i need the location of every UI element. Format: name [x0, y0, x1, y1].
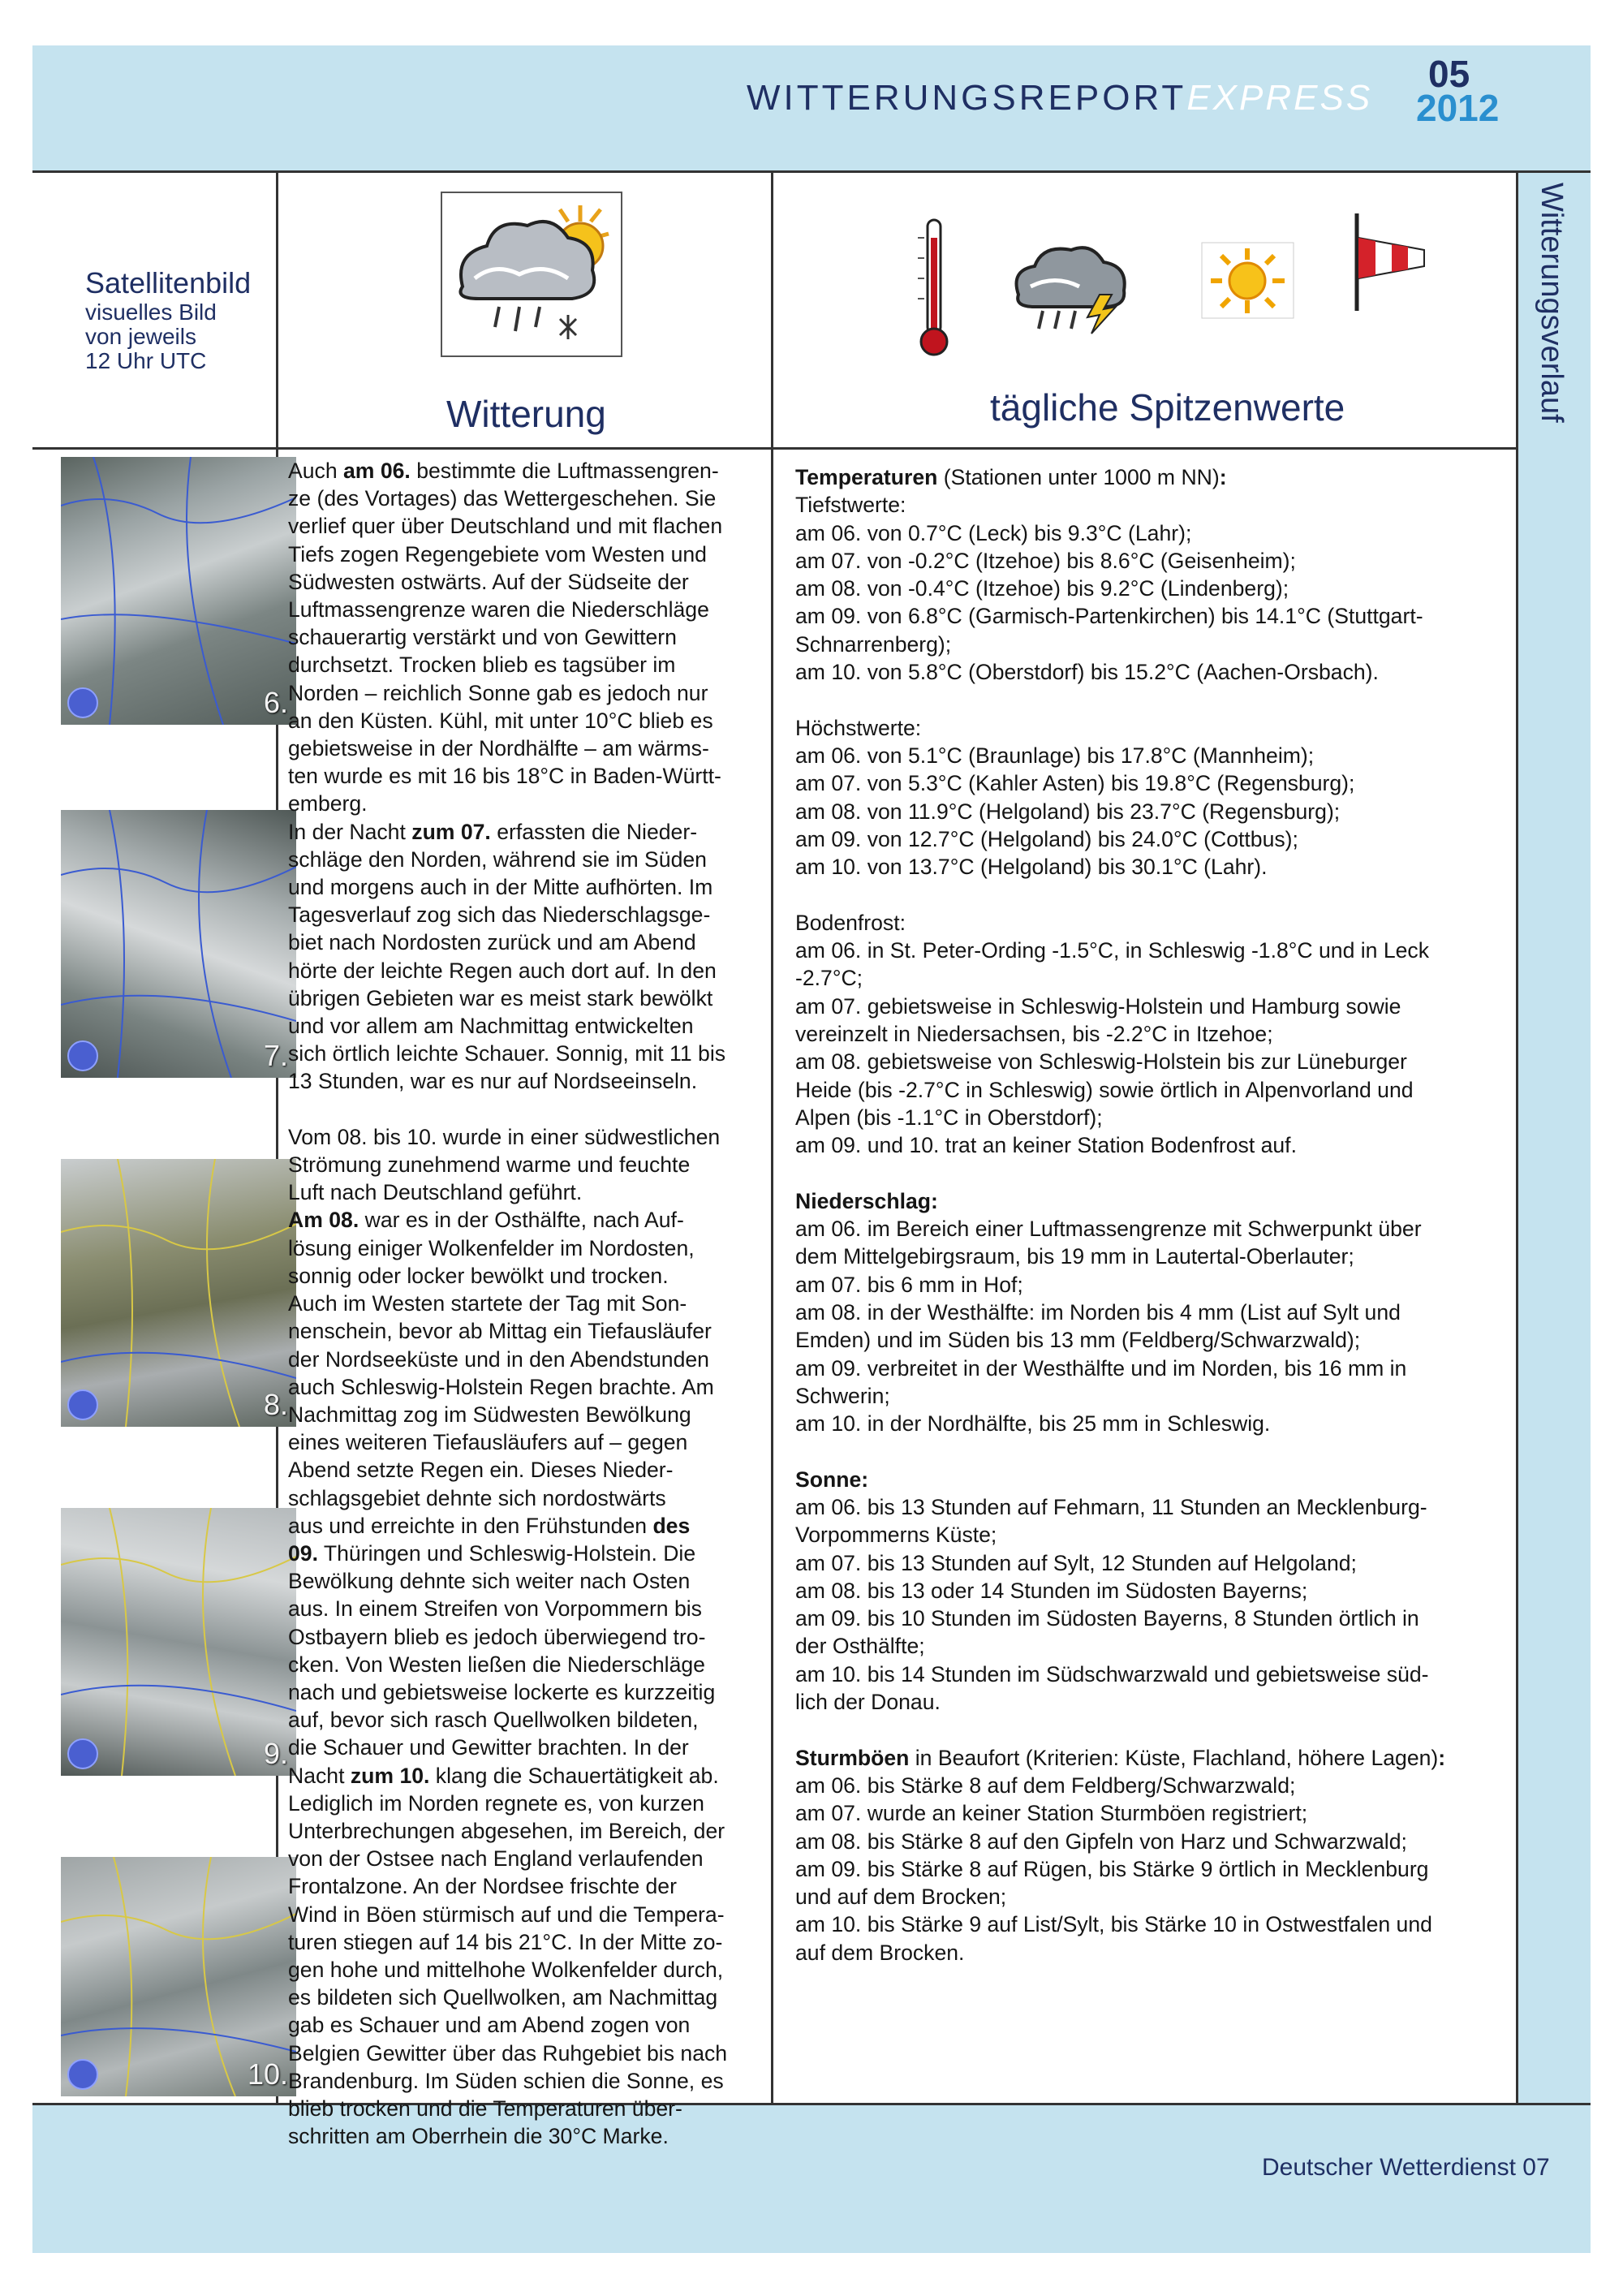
- peak-value-line: [795, 1243, 1493, 1270]
- footer: [1262, 2154, 1550, 2182]
- bold-text: :: [1219, 465, 1227, 489]
- bold-text: am 06.: [343, 459, 411, 483]
- bold-text: Sonne:: [795, 1467, 869, 1492]
- text-run: am 08. von -0.4°C (Itzehoe) bis 9.2°C (Lindenberg);: [795, 576, 1289, 601]
- bold-text: Sturmböen: [795, 1745, 910, 1770]
- text-run: am 10. in der Nordhälfte, bis 25 mm in Schleswig.: [795, 1411, 1271, 1437]
- peak-value-line: [795, 1076, 1493, 1104]
- side-strip: [1516, 173, 1591, 2103]
- satellite-logo-icon: [67, 1738, 98, 1769]
- cloud-sun-rain-icon: [438, 189, 625, 364]
- satellite-subtitle-3: 12 Uhr UTC: [85, 348, 207, 373]
- peak-value-line: [795, 964, 1493, 992]
- side-label: Witterungsverlauf: [1535, 183, 1569, 423]
- peak-value-line: [795, 1187, 1493, 1215]
- text-run: am 08. bis Stärke 8 auf den Gipfeln von Harz und Schwarzwald;: [795, 1829, 1407, 1854]
- text-run: am 07. von -0.2°C (Itzehoe) bis 8.6°C (Geisenheim);: [795, 548, 1296, 573]
- text-run: am 10. von 5.8°C (Oberstdorf) bis 15.2°C (Aachen-Orsbach).: [795, 660, 1379, 685]
- text-run: war es in der Osthälfte, nach Auf- lösung einiger Wolkenfelder im Nordosten, sonnig oder locker bewölkt und trocken. Auch im Westen startete der Tag mit Son- nenschein, bevor ab Mittag ein Tiefausläufer der Nordseeküste und in den Abendstunden auch Schleswig-Holstein Regen brachte. Am Nachmittag zog im Südwesten Bewölkung eines weiteren Tiefausläufers auf – gegen Abend setzte Regen ein. Dieses Nieder- schlagsgebiet dehnte sich nordostwärts aus und erreichte in den Frühstunden: [288, 1208, 714, 1538]
- peak-value-line: [795, 1493, 1493, 1521]
- peak-value-line: [795, 1910, 1493, 1938]
- satellite-day-label: 6.: [263, 686, 288, 719]
- text-run: am 06. von 0.7°C (Leck) bis 9.3°C (Lahr);: [795, 520, 1192, 545]
- windsock-icon: [1347, 209, 1436, 319]
- col-divider-3: [1516, 173, 1518, 2103]
- issue-year: 2012: [1416, 87, 1500, 129]
- text-run: am 06. von 5.1°C (Braunlage) bis 17.8°C (Mannheim);: [795, 743, 1315, 768]
- satellite-subtitle-1: visuelles Bild: [85, 299, 217, 325]
- line-gap: [795, 1159, 1493, 1187]
- bold-text: zum 07.: [411, 819, 491, 844]
- text-run: am 09. von 12.7°C (Helgoland) bis 24.0°C (Cottbus);: [795, 826, 1298, 851]
- text-run: am 07. bis 13 Stunden auf Sylt, 12 Stunden auf Helgoland;: [795, 1550, 1357, 1575]
- peak-value-line: [795, 1104, 1493, 1131]
- bold-text: Niederschlag:: [795, 1188, 938, 1213]
- satellite-column-header: [85, 266, 280, 373]
- peak-value-line: [795, 1521, 1493, 1549]
- satellite-day-label: 8.: [263, 1388, 288, 1421]
- line-gap: [795, 1437, 1493, 1465]
- peak-value-line: [795, 1549, 1493, 1577]
- line-gap: [795, 881, 1493, 908]
- peak-value-line: [795, 742, 1493, 769]
- peak-value-line: [795, 519, 1493, 547]
- peak-values-column-title: tägliche Spitzenwerte: [990, 386, 1345, 429]
- peak-value-line: [795, 1326, 1493, 1354]
- peak-value-line: [795, 575, 1493, 602]
- peak-value-line: [795, 1632, 1493, 1660]
- text-run: am 08. in der Westhälfte: im Norden bis 4 mm (List auf Sylt und: [795, 1299, 1401, 1325]
- peak-value-line: [795, 631, 1493, 658]
- satellite-image-day-10: [61, 1857, 296, 2096]
- text-run: -2.7°C;: [795, 966, 863, 991]
- satellite-logo-icon: [67, 1040, 98, 1071]
- line-gap: [795, 686, 1493, 713]
- text-run: am 06. bis 13 Stunden auf Fehmarn, 11 Stunden an Mecklenburg-: [795, 1494, 1427, 1519]
- peak-value-line: [795, 1828, 1493, 1855]
- peak-value-line: [795, 1410, 1493, 1437]
- text-run: lich der Donau.: [795, 1690, 941, 1715]
- weather-column-title: Witterung: [446, 393, 606, 435]
- text-run: am 10. bis Stärke 9 auf List/Sylt, bis Stärke 10 in Ostwestfalen und: [795, 1912, 1432, 1937]
- text-run: Vorpommerns Küste;: [795, 1523, 997, 1548]
- text-run: am 09. bis Stärke 8 auf Rügen, bis Stärke 9 örtlich in Mecklenburg: [795, 1856, 1429, 1881]
- text-run: am 07. wurde an keiner Station Sturmböen registriert;: [795, 1801, 1308, 1826]
- satellite-logo-icon: [67, 2059, 98, 2090]
- peak-value-line: [795, 1883, 1493, 1910]
- peak-value-line: [795, 993, 1493, 1020]
- peak-value-line: [795, 909, 1493, 937]
- satellite-subtitle-2: von jeweils: [85, 324, 196, 349]
- peak-value-line: [795, 769, 1493, 797]
- peak-value-line: [795, 714, 1493, 742]
- thunderstorm-icon: [1006, 238, 1136, 339]
- satellite-logo-icon: [67, 1389, 98, 1420]
- text-run: Bodenfrost:: [795, 910, 906, 935]
- peak-value-line: [795, 602, 1493, 630]
- issue-number: 05: [1428, 53, 1470, 95]
- text-run: dem Mittelgebirgsraum, bis 19 mm in Lautertal-Oberlauter;: [795, 1244, 1354, 1269]
- peak-value-line: [795, 798, 1493, 825]
- text-run: Thüringen und Schleswig-Holstein. Die Bewölkung dehnte sich weiter nach Osten aus. In einem Streifen von Vorpommern bis Ostbayern blieb es jedoch überwiegend tro- cken. Von Westen ließen die Niederschläge nach und gebietsweise lockerte es kurzzeitig auf, bevor sich rasch Quellwolken bildeten, die Schauer und Gewitter brachten. In der Nacht: [288, 1540, 716, 1788]
- text-run: am 10. bis 14 Stunden im Südschwarzwald und gebietsweise süd-: [795, 1661, 1429, 1686]
- text-run: am 10. von 13.7°C (Helgoland) bis 30.1°C (Lahr).: [795, 855, 1268, 880]
- text-run: der Osthälfte;: [795, 1634, 925, 1659]
- thermometer-icon: [913, 213, 954, 364]
- peak-value-line: [795, 1020, 1493, 1048]
- text-run: am 09. verbreitet in der Westhälfte und im Norden, bis 16 mm in: [795, 1355, 1407, 1381]
- text-run: Höchstwerte:: [795, 715, 922, 740]
- text-run: Schnarrenberg);: [795, 631, 952, 657]
- satellite-day-label: 9.: [263, 1737, 288, 1770]
- peak-value-line: [795, 1855, 1493, 1883]
- text-run: am 06. in St. Peter-Ording -1.5°C, in Schleswig -1.8°C und in Leck: [795, 938, 1430, 963]
- text-run: am 07. bis 6 mm in Hof;: [795, 1272, 1023, 1297]
- peak-value-line: [795, 1939, 1493, 1966]
- peak-value-line: [795, 658, 1493, 686]
- text-run: am 07. gebietsweise in Schleswig-Holstein und Hamburg sowie: [795, 993, 1401, 1019]
- text-run: am 08. von 11.9°C (Helgoland) bis 23.7°C (Regensburg);: [795, 799, 1341, 824]
- peak-value-line: [795, 547, 1493, 575]
- peak-values-list: [795, 463, 1493, 1966]
- text-run: Alpen (bis -1.1°C in Oberstdorf);: [795, 1105, 1103, 1130]
- text-run: in Beaufort (Kriterien: Küste, Flachland, höhere Lagen): [909, 1745, 1439, 1770]
- satellite-image-day-6: [61, 457, 296, 725]
- text-run: am 07. von 5.3°C (Kahler Asten) bis 19.8°C (Regensburg);: [795, 771, 1355, 796]
- weather-narrative: [288, 457, 771, 2150]
- text-run: Schwerin;: [795, 1383, 890, 1408]
- satellite-image-day-7: [61, 810, 296, 1078]
- report-title: [747, 78, 1372, 118]
- peak-value-line: [795, 1799, 1493, 1827]
- report-title-main: WITTERUNGSREPORT: [747, 78, 1187, 118]
- peak-value-line: [795, 853, 1493, 881]
- peak-value-line: [795, 825, 1493, 853]
- peak-value-line: [795, 1271, 1493, 1299]
- satellite-day-label: 10.: [247, 2057, 288, 2091]
- peak-value-line: [795, 1048, 1493, 1075]
- text-run: am 09. bis 10 Stunden im Südosten Bayerns, 8 Stunden örtlich in: [795, 1606, 1419, 1631]
- text-run: am 09. und 10. trat an keiner Station Bodenfrost auf.: [795, 1133, 1297, 1158]
- text-run: bestimmte die Luftmassengren- ze (des Vortages) das Wettergeschehen. Sie verlief quer über Deutschland und mit flachen Tiefs zogen Regengebiete vom Westen und Südwesten ostwärts. Auf der Südseite der Luftmassengrenze waren die Niederschläge schauerartig verstärkt und von Gewittern durchsetzt. Trocken blieb es tagsüber im Norden – reichlich Sonne gab es jedoch nur an den Küsten. Kühl, mit unter 10°C blieb es gebietsweise in der Nordhälfte – am wärms- ten wurde es mit 16 bis 18°C in Baden-Württ- emberg. In der Nacht: [288, 459, 723, 844]
- footer-publisher: Deutscher Wetterdienst: [1262, 2154, 1516, 2181]
- satellite-image-day-9: [61, 1508, 296, 1776]
- peak-value-line: [795, 1605, 1493, 1632]
- peak-value-line: [795, 1661, 1493, 1688]
- peak-value-line: [795, 1355, 1493, 1382]
- bold-text: :: [1438, 1745, 1446, 1770]
- satellite-title: Satellitenbild: [85, 266, 252, 299]
- text-run: am 06. bis Stärke 8 auf dem Feldberg/Schwarzwald;: [795, 1773, 1296, 1798]
- text-run: am 06. im Bereich einer Luftmassengrenze mit Schwerpunkt über: [795, 1217, 1422, 1242]
- bold-text: Am 08.: [288, 1208, 359, 1233]
- text-run: am 08. bis 13 oder 14 Stunden im Südosten Bayerns;: [795, 1578, 1308, 1603]
- peak-value-line: [795, 463, 1493, 491]
- text-run: am 09. von 6.8°C (Garmisch-Partenkirchen) bis 14.1°C (Stuttgart-: [795, 604, 1423, 629]
- peak-value-line: [795, 1688, 1493, 1716]
- sun-icon: [1201, 242, 1294, 323]
- text-run: am 08. gebietsweise von Schleswig-Holstein bis zur Lüneburger: [795, 1049, 1407, 1075]
- text-run: und auf dem Brocken;: [795, 1885, 1007, 1910]
- peak-value-line: [795, 1577, 1493, 1605]
- satellite-day-label: 7.: [263, 1039, 288, 1072]
- peak-value-line: [795, 1382, 1493, 1410]
- bold-text: zum 10.: [350, 1763, 430, 1788]
- peak-value-line: [795, 937, 1493, 964]
- line-gap: [795, 1716, 1493, 1743]
- report-title-express: EXPRESS: [1186, 78, 1373, 118]
- text-run: Tiefstwerte:: [795, 493, 906, 518]
- peak-value-line: [795, 1772, 1493, 1799]
- peak-value-line: [795, 1131, 1493, 1159]
- bold-text: Temperaturen: [795, 465, 938, 489]
- text-run: auf dem Brocken.: [795, 1940, 965, 1965]
- text-run: klang die Schauertätigkeit ab. Lediglich im Norden regnete es, von kurzen Unterbrechungen abgesehen, im Bereich, der von der Ostsee nach England verlaufenden Frontalzone. An der Nordsee frischte der Wind in Böen stürmisch auf und die Tempera- turen stiegen auf 14 bis 21°C. In der Mitte zo- gen hohe und mittelhohe Wolkenfelder durch, es bildeten sich Quellwolken, am Nachmittag gab es Schauer und am Abend zogen von Belgien Gewitter über das Ruhgebiet bis nach Brandenburg. Im Süden schien die Sonne, es blieb trocken und die Temperaturen über- schritten am Oberrhein die 30°C Marke.: [288, 1763, 728, 2149]
- peak-value-line: [795, 1215, 1493, 1243]
- text-run: Auch: [288, 459, 344, 483]
- text-run: Heide (bis -2.7°C in Schleswig) sowie örtlich in Alpenvorland und: [795, 1077, 1414, 1102]
- satellite-image-day-8: [61, 1159, 296, 1427]
- text-run: Emden) und im Süden bis 13 mm (Feldberg/Schwarzwald);: [795, 1328, 1361, 1353]
- footer-page-number: 07: [1522, 2154, 1550, 2181]
- main-table: [32, 170, 1591, 2149]
- peak-value-line: [795, 1299, 1493, 1326]
- text-run: (Stationen unter 1000 m NN): [937, 465, 1220, 489]
- peak-value-line: [795, 1744, 1493, 1772]
- text-run: vereinzelt in Niedersachsen, bis -2.2°C in Itzehoe;: [795, 1021, 1273, 1046]
- peak-value-line: [795, 491, 1493, 519]
- text-run: erfassten die Nieder- schläge den Norden, während sie im Süden und morgens auch in der Mitte aufhörten. Im Tagesverlauf zog sich das Niederschlagsge- biet nach Nordosten zurück und am Abend hörte der leichte Regen auch dort auf. In den übrigen Gebieten war es meist stark bewölkt und vor allem am Nachmittag entwickelten sich örtlich leichte Schauer. Sonnig, mit 11 bis 13 Stunden, war es nur auf Nordseeinseln. Vom 08. bis 10. wurde in einer südwestlichen Strömung zunehmend warme und feuchte Luft nach Deutschland geführt.: [288, 819, 726, 1205]
- bold-text: des 09.: [288, 1513, 691, 1566]
- peak-value-line: [795, 1466, 1493, 1493]
- col-divider-2: [771, 173, 773, 2103]
- satellite-logo-icon: [67, 687, 98, 718]
- page-frame: [32, 45, 1591, 2253]
- header-row-divider: [32, 447, 1518, 450]
